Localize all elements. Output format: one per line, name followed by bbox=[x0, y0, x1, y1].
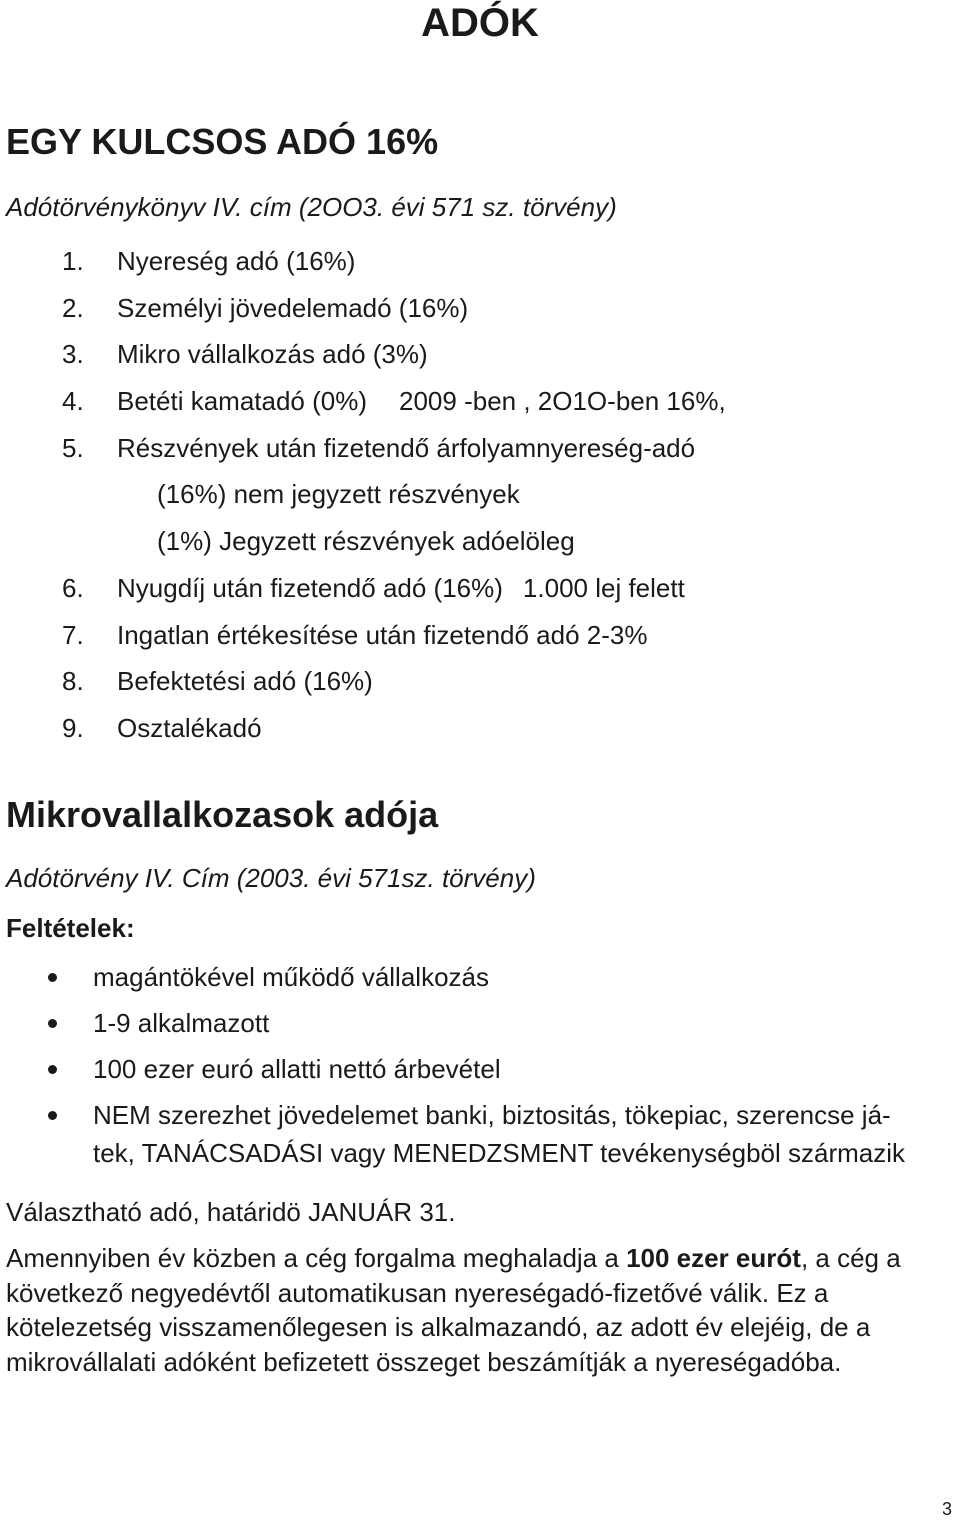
tax-list bbox=[0, 238, 940, 752]
item-extra: 1.000 lej felett bbox=[522, 572, 685, 603]
list-item bbox=[0, 1096, 960, 1172]
bullet-icon bbox=[48, 1065, 57, 1074]
section-heading-micro-enterprise: Mikrovallalkozasok adója bbox=[6, 794, 439, 835]
list-item bbox=[0, 285, 940, 332]
list-item bbox=[0, 705, 940, 752]
list-item bbox=[0, 958, 960, 996]
bullet-text: 1-9 alkalmazott bbox=[93, 1008, 270, 1038]
item-text: Mikro vállalkozás adó (3%) bbox=[117, 339, 428, 370]
list-item bbox=[0, 612, 940, 659]
item-number: 4. bbox=[62, 386, 84, 417]
item-extra: 2009 -ben , 2O1O-ben 16%, bbox=[399, 386, 726, 417]
item-number: 3. bbox=[62, 339, 84, 370]
item-number: 6. bbox=[62, 572, 84, 603]
item-text: Befektetési adó (16%) bbox=[117, 666, 373, 697]
page-title: ADÓK bbox=[421, 1, 539, 45]
item-text: Részvények után fizetendő árfolyamnyereség-adó bbox=[117, 432, 696, 463]
item-number: 7. bbox=[62, 619, 84, 650]
list-item bbox=[0, 238, 940, 285]
law-reference: Adótörvénykönyv IV. cím (2OO3. évi 571 sz. törvény) bbox=[6, 192, 617, 222]
item-text: Betéti kamatadó (0%) bbox=[117, 386, 368, 417]
item-text: (1%) Jegyzett részvények adóelöleg bbox=[157, 526, 575, 557]
bullet-icon bbox=[48, 973, 57, 982]
bullet-text: magántökével működő vállalkozás bbox=[93, 962, 489, 992]
choice-deadline: Választható adó, határidö JANUÁR 31. bbox=[6, 1197, 456, 1227]
paragraph-text: , a cég a következő negyedévtől automatikusan nyereségadó-fizetővé válik. Ez a kötelezetség visszamenőlegesen is alkalmazandó, az adott év elejéig, de a mikrovállalati adóként befizetett összeget beszámítják a nyereségadóba. bbox=[6, 1243, 901, 1377]
list-item bbox=[0, 1004, 960, 1042]
item-number: 8. bbox=[62, 666, 84, 697]
bullet-text: NEM szerezhet jövedelemet banki, biztositás, tökepiac, szerencse já- tek, TANÁCSADÁSI vagy MENEDZSMENT tevékenységböl származik bbox=[93, 1100, 906, 1168]
item-text: Osztalékadó bbox=[117, 712, 262, 743]
item-text: Nyereség adó (16%) bbox=[117, 246, 356, 276]
bullet-text: 100 ezer euró allatti nettó árbevétel bbox=[93, 1054, 501, 1084]
page-number: 3 bbox=[941, 1499, 952, 1519]
list-subitem bbox=[0, 518, 940, 565]
list-item bbox=[0, 378, 940, 425]
item-text: (16%) nem jegyzett részvények bbox=[157, 479, 520, 510]
conditions-list bbox=[0, 958, 960, 1180]
item-text: Személyi jövedelemadó (16%) bbox=[117, 292, 469, 323]
body-paragraph bbox=[6, 1241, 956, 1379]
list-subitem bbox=[0, 471, 940, 518]
list-item bbox=[0, 425, 940, 472]
item-number: 1. bbox=[62, 246, 84, 276]
item-text: Nyugdíj után fizetendő adó (16%) bbox=[117, 572, 503, 603]
item-text: Ingatlan értékesítése után fizetendő adó 2-3% bbox=[117, 619, 648, 650]
section-heading-flat-tax: EGY KULCSOS ADÓ 16% bbox=[6, 121, 439, 162]
list-item bbox=[0, 658, 940, 705]
paragraph-text: Amennyiben év közben a cég forgalma meghaladja a bbox=[6, 1243, 627, 1273]
list-item bbox=[0, 1050, 960, 1088]
list-item bbox=[0, 565, 940, 612]
bullet-icon bbox=[48, 1019, 57, 1028]
law-reference: Adótörvény IV. Cím (2003. évi 571sz. törvény) bbox=[6, 863, 536, 893]
list-item bbox=[0, 331, 940, 378]
item-number: 9. bbox=[62, 712, 84, 743]
bullet-icon bbox=[48, 1111, 57, 1120]
paragraph-emphasis: 100 ezer eurót bbox=[626, 1243, 801, 1273]
conditions-label: Feltételek: bbox=[6, 913, 135, 943]
item-number: 2. bbox=[62, 292, 84, 323]
item-number: 5. bbox=[62, 432, 84, 463]
